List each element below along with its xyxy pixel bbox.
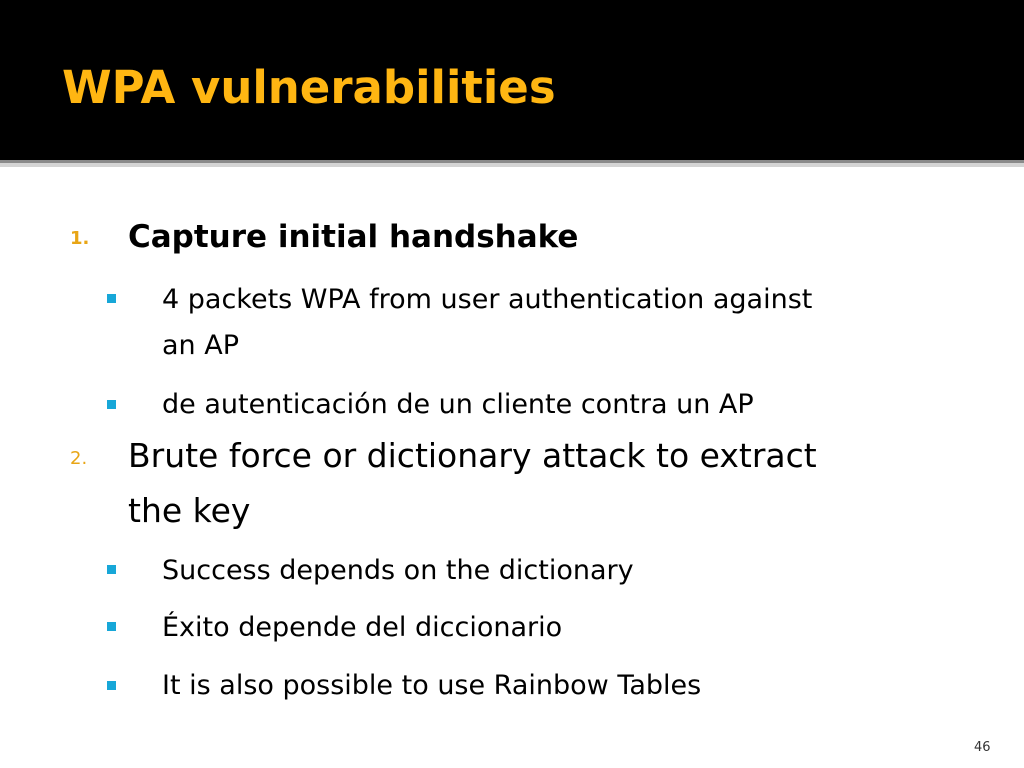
bullet-square-icon: [107, 622, 116, 631]
item-text-2-line-2: the key: [128, 491, 251, 530]
title-divider-light: [0, 163, 1024, 167]
page-number: 46: [974, 740, 991, 755]
bullet-square-icon: [107, 681, 116, 690]
slide-title: WPA vulnerabilities: [62, 61, 556, 114]
bullet-square-icon: [107, 294, 116, 303]
title-bar: [0, 0, 1024, 160]
item-text-1: Capture initial handshake: [128, 219, 579, 255]
sub-item-2-1-line-1: Success depends on the dictionary: [162, 555, 634, 586]
sub-item-1-1-line-1: 4 packets WPA from user authentication against: [162, 284, 813, 315]
bullet-square-icon: [107, 400, 116, 409]
sub-item-1-2-line-1: de autenticación de un cliente contra un AP: [162, 389, 754, 420]
sub-item-2-2-line-1: Éxito depende del diccionario: [162, 612, 563, 643]
item-text-2-line-1: Brute force or dictionary attack to extract: [128, 436, 817, 475]
sub-item-1-1-line-2: an AP: [162, 330, 239, 361]
item-number-2: 2.: [70, 448, 88, 469]
sub-item-2-3-line-1: It is also possible to use Rainbow Tables: [162, 670, 702, 701]
item-number-1: 1.: [70, 228, 90, 249]
bullet-square-icon: [107, 565, 116, 574]
